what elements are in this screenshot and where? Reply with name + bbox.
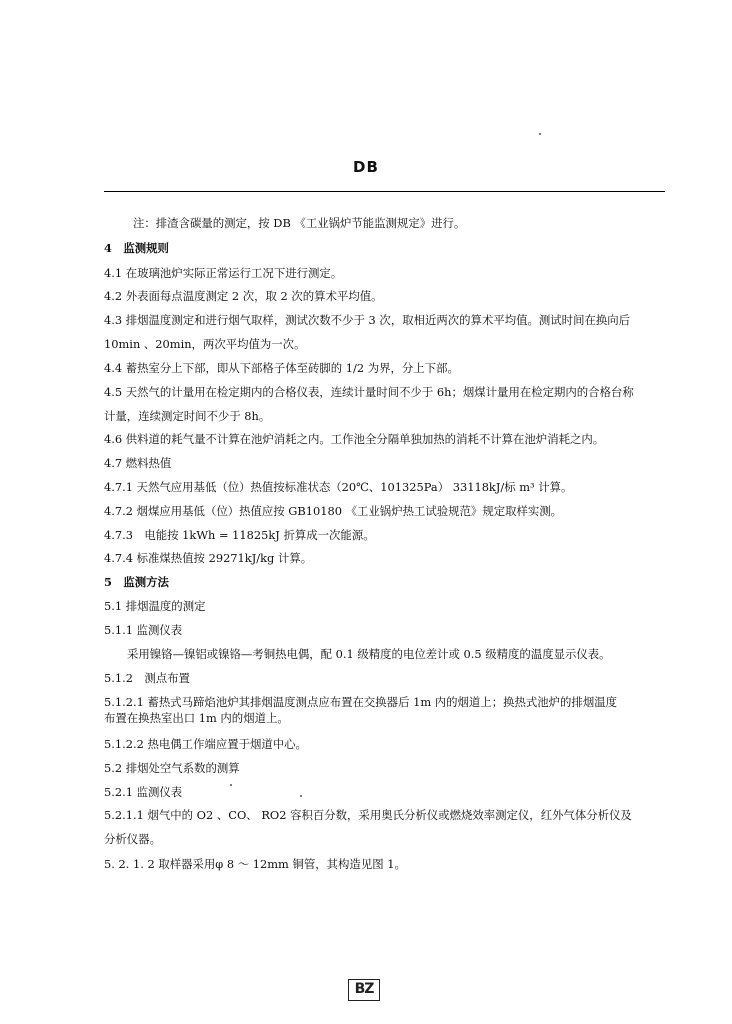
clause-5-1-2-1: 5.1.2.1 蓄热式马蹄焰池炉其排烟温度测点应布置在交换器后 1m 内的烟道上；换热式池炉的排烟温度 xyxy=(104,695,617,709)
clause-4-7-3: 4.7.3 电能按 1kWh = 11825kJ 折算成一次能源。 xyxy=(104,528,375,542)
clause-5-2: 5.2 排烟处空气系数的测算 xyxy=(104,761,240,775)
clause-5-1-1: 5.1.1 监测仪表 xyxy=(104,623,183,637)
publisher-logo: BZ xyxy=(348,979,380,1001)
clause-5-1-2: 5.1.2 测点布置 xyxy=(104,671,190,685)
section-heading-4: 4 监测规则 xyxy=(104,241,169,255)
clause-5-1-2-2: 5.1.2.2 热电偶工作端应置于烟道中心。 xyxy=(104,737,307,751)
clause-4-4: 4.4 蓄热室分上下部，即从下部格子体至砖脚的 1/2 为界，分上下部。 xyxy=(104,361,459,375)
clause-4-6: 4.6 供料道的耗气量不计算在池炉消耗之内。工作池全分隔单独加热的消耗不计算在池炉消耗之内。 xyxy=(104,432,605,446)
clause-4-3: 4.3 排烟温度测定和进行烟气取样，测试次数不少于 3 次，取相近两次的算术平均值。测试时间在换向后 xyxy=(104,313,631,327)
section-heading-5: 5 监测方法 xyxy=(104,575,169,589)
scan-speck xyxy=(300,795,302,797)
clause-4-7-1: 4.7.1 天然气应用基低（位）热值按标准状态（20℃、101325Pa） 33118kJ/标 m³ 计算。 xyxy=(104,480,573,494)
header-rule xyxy=(104,191,665,192)
note-line: 注：排渣含碳量的测定，按 DB 《工业锅炉节能监测规定》进行。 xyxy=(133,216,466,230)
scan-speck xyxy=(539,133,541,135)
header-code: DB xyxy=(353,158,379,176)
clause-4-3-cont: 10min 、20min，两次平均值为一次。 xyxy=(104,337,306,351)
clause-5-2-1: 5.2.1 监测仪表 xyxy=(104,785,183,799)
clause-4-7-4: 4.7.4 标准煤热值按 29271kJ/kg 计算。 xyxy=(104,551,313,565)
scan-speck xyxy=(230,784,232,786)
clause-5-1: 5.1 排烟温度的测定 xyxy=(104,599,206,613)
clause-4-1: 4.1 在玻璃池炉实际正常运行工况下进行测定。 xyxy=(104,266,343,280)
clause-5-2-1-2: 5. 2. 1. 2 取样器采用φ 8 ～ 12mm 铜管，其构造见图 1。 xyxy=(104,857,406,871)
clause-5-1-2-1-cont: 布置在换热室出口 1m 内的烟道上。 xyxy=(104,711,289,725)
clause-5-2-1-1: 5.2.1.1 烟气中的 O2 、CO、 RO2 容积百分数，采用奥氏分析仪或燃烧效率测定仪，红外气体分析仪及 xyxy=(104,808,632,822)
clause-4-7: 4.7 燃料热值 xyxy=(104,456,172,470)
clause-5-1-1-text: 采用镍铬—镍铝或镍铬—考铜热电偶，配 0.1 级精度的电位差计或 0.5 级精度的温度显示仪表。 xyxy=(127,647,611,661)
clause-4-2: 4.2 外表面每点温度测定 2 次，取 2 次的算术平均值。 xyxy=(104,289,383,303)
clause-5-2-1-1-cont: 分析仪器。 xyxy=(104,832,161,846)
clause-4-7-2: 4.7.2 烟煤应用基低（位）热值应按 GB10180 《工业锅炉热工试验规范》规定取样实测。 xyxy=(104,504,563,518)
clause-4-5: 4.5 天然气的计量用在检定期内的合格仪表，连续计量时间不少于 6h；烟煤计量用在检定期内的合格台称 xyxy=(104,385,634,399)
clause-4-5-cont: 计量，连续测定时间不少于 8h。 xyxy=(104,409,271,423)
